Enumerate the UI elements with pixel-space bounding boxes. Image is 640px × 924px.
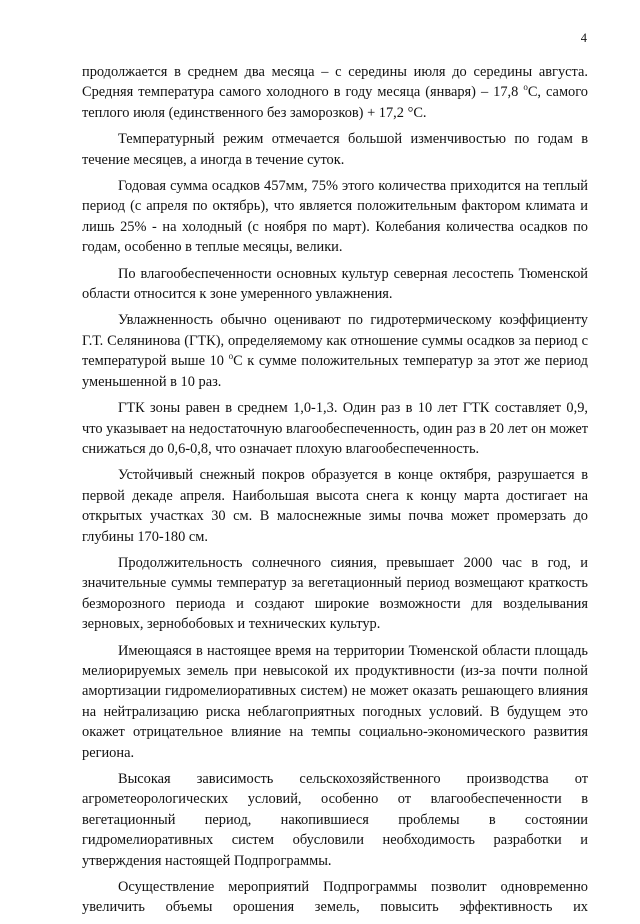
paragraph-moisture-zone: По влагообеспеченности основных культур северная лесостепь Тюменской области относится к зоне умеренного увлажнения. (82, 265, 588, 303)
paragraph-sunshine: Продолжительность солнечного сияния, превышает 2000 час в год, и значительные суммы температур за вегетационный период возмещают краткость безморозного периода и создают широкие возможности для возделывания зерновых, зернобобовых и технических культур. (82, 554, 588, 633)
paragraph-snow-cover: Устойчивый снежный покров образуется в конце октября, разрушается в первой декаде апреля. Наибольшая высота снега к концу марта достигает на открытых участках 30 см. В малоснежные зимы почва может промерзать до глубины 170-180 см. (82, 467, 588, 545)
paragraph-text-continued: С к сумме положительных температур за этот же период уменьшенной в 10 раз. (82, 353, 589, 390)
paragraph-temperature-regime: Температурный режим отмечается большой изменчивостью по годам в течение месяцев, а иногда в течение суток. (82, 131, 588, 168)
document-body (82, 62, 588, 924)
page-number: 4 (580, 31, 587, 45)
paragraph-text-continued: С, самого теплого июля (единственного без заморозков) + 17,2 °С. (82, 84, 588, 121)
paragraph-measures: Осуществление мероприятий Подпрограммы позволит одновременно увеличить объемы орошения земель, повысить эффективность их (82, 879, 588, 916)
paragraph-climate-temperature (82, 62, 588, 123)
paragraph-dependence: Высокая зависимость сельскохозяйственного производства от агрометеорологических условий, особенно от влагообеспеченности в вегетационный период, накопившиеся проблемы в состоянии гидромелиоративных систем обусловили необходимость разработки и утверждения настоящей Подпрограммы. (82, 771, 588, 869)
degree-superscript: о (228, 351, 234, 362)
paragraph-reclaimed-land: Имеющаяся в настоящее время на территории Тюменской области площадь мелиорируемых земель при невысокой их продуктивности (из-за почти полной амортизации гидромелиоративных систем) не может оказать решающего влияния на нейтрализацию риска неблагоприятных погодных условий. В будущем это окажет отрицательное влияние на темпы социально-экономического развития региона. (82, 642, 588, 761)
degree-superscript: о (523, 82, 528, 93)
paragraph-htc-definition (82, 310, 588, 392)
paragraph-text: Увлажненность обычно оценивают по гидротермическому коэффициенту Г.Т. Селянинова (ГТК), определяемому как отношение суммы осадков за период с температурой выше 10 (82, 312, 588, 370)
paragraph-precipitation: Годовая сумма осадков 457мм, 75% этого количества приходится на теплый период (с апреля по октябрь), что является положительным фактором климата и лишь 25% - на холодный (с ноября по март). Колебания количества осадков по годам, особенно в теплые месяцы, велики. (82, 178, 588, 256)
paragraph-text: продолжается в среднем два месяца – с середины июля до середины августа. Средняя температура самого холодного в году месяца (января) – 17,8 (82, 64, 588, 101)
paragraph-htc-values: ГТК зоны равен в среднем 1,0-1,3. Один раз в 10 лет ГТК составляет 0,9, что указывает на недостаточную влагообеспеченность, один раз в 20 лет он может снижаться до 0,6-0,8, что означает плохую влагообеспеченность. (82, 400, 588, 457)
